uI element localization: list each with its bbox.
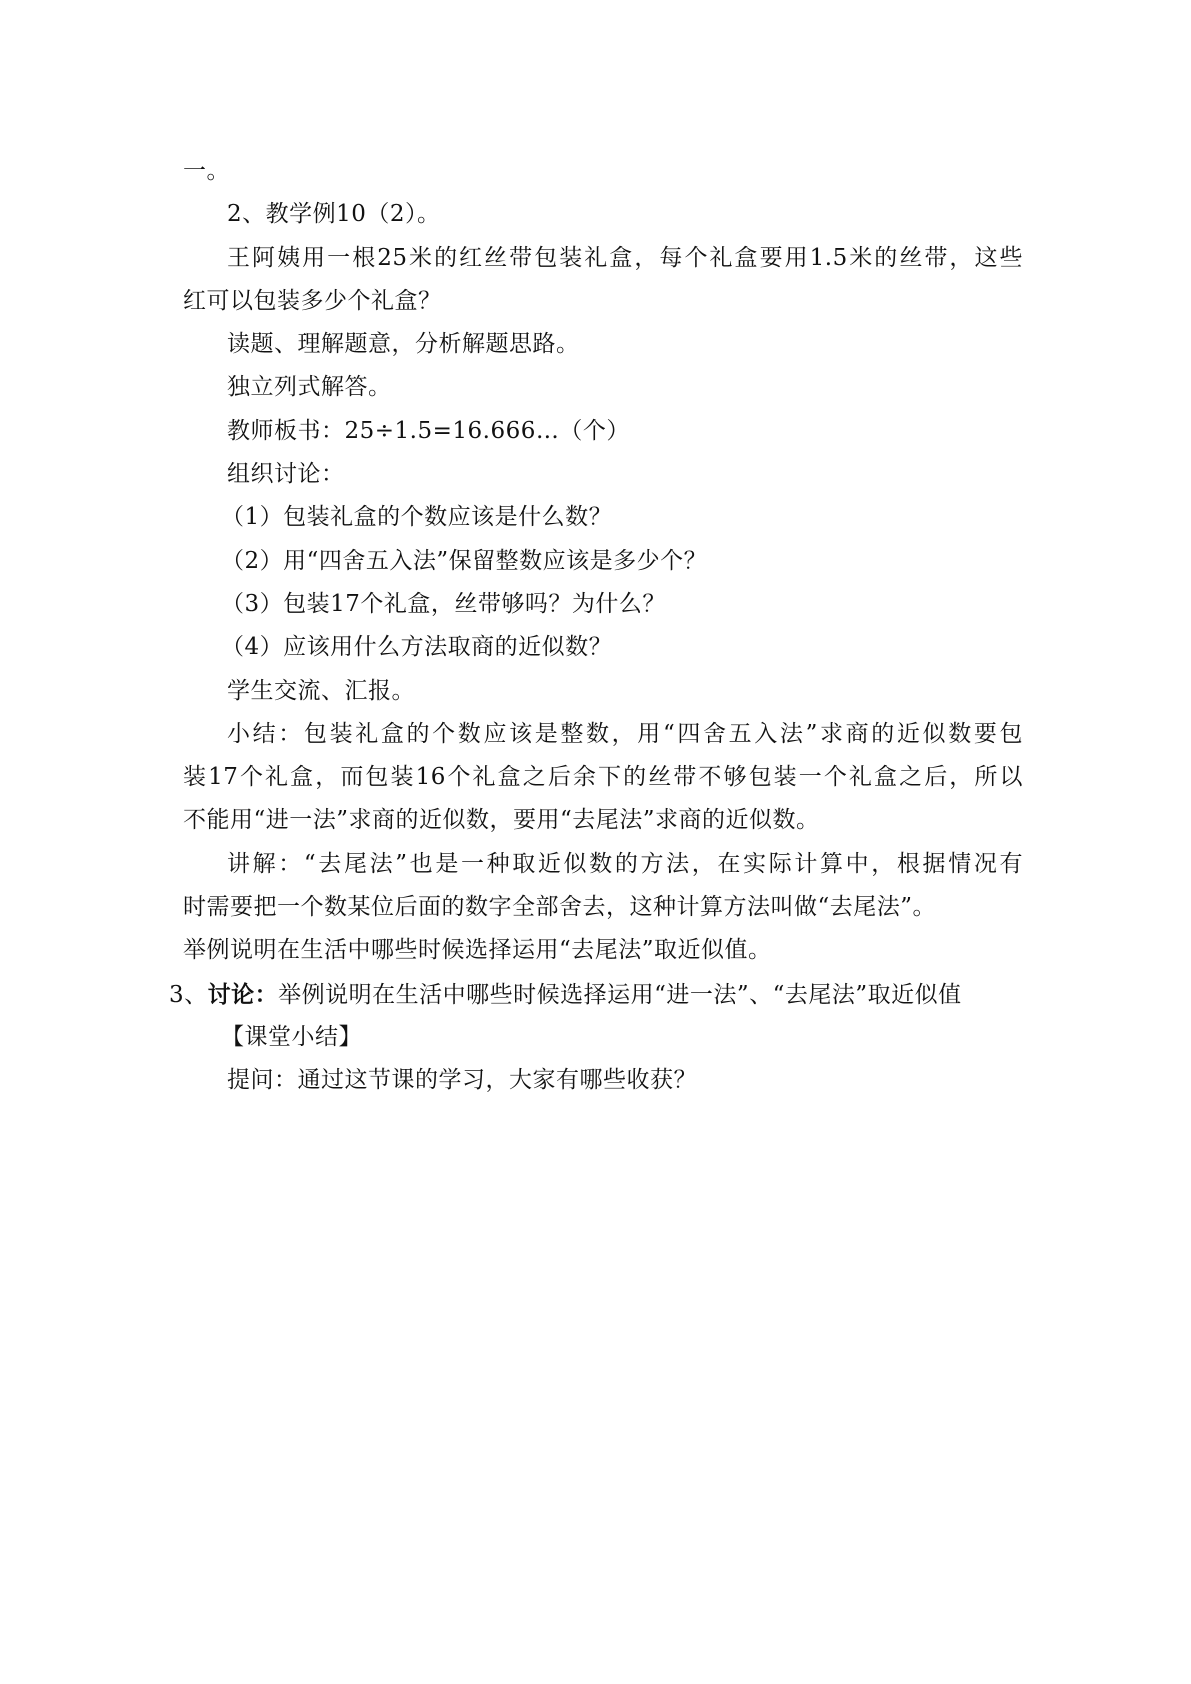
text-line: 学生交流、汇报。 [227,677,415,704]
board-writing-line: 教师板书：25÷1.5=16.666…（个） [227,417,630,444]
text-line: 读题、理解题意，分析解题思路。 [227,331,580,358]
discussion-question: （3）包装17个礼盒，丝带够吗？为什么？ [221,590,666,617]
explanation-line: 讲解：“去尾法”也是一种取近似数的方法，在实际计算中，根据情况有 [227,850,1023,877]
problem-text-line: 王阿姨用一根25米的红丝带包装礼盒，每个礼盒要用1.5米的丝带，这些 [227,244,1023,271]
text-line: 举例说明在生活中哪些时候选择运用“去尾法”取近似值。 [183,937,772,964]
summary-line: 小结：包装礼盒的个数应该是整数，用“四舍五入法”求商的近似数要包 [227,720,1023,747]
discussion-question: （2）用“四舍五入法”保留整数应该是多少个？ [221,547,708,574]
discussion-question: （4）应该用什么方法取商的近似数？ [221,634,613,661]
document-body [169,150,1023,1103]
discussion-number: 3、 [169,981,208,1008]
summary-line: 装17个礼盒，而包装16个礼盒之后余下的丝带不够包装一个礼盒之后，所以 [183,764,1023,791]
text-line: 一。 [183,158,230,184]
problem-text-line: 红可以包装多少个礼盒？ [183,287,442,314]
example-heading: 2、教学例10（2）。 [227,201,441,228]
text-line: 组织讨论： [227,461,345,488]
summary-line: 不能用“进一法”求商的近似数，要用“去尾法”求商的近似数。 [183,807,820,834]
closing-question: 提问：通过这节课的学习，大家有哪些收获？ [227,1067,697,1094]
discussion-line [169,973,1023,1016]
explanation-line: 时需要把一个数某位后面的数字全部舍去，这种计算方法叫做“去尾法”。 [183,894,937,921]
discussion-question: （1）包装礼盒的个数应该是什么数？ [221,504,613,531]
section-heading: 【课堂小结】 [221,1023,362,1050]
discussion-label: 讨论： [207,980,279,1008]
discussion-text: 举例说明在生活中哪些时候选择运用“进一法”、“去尾法”取近似值 [278,981,962,1008]
text-line: 独立列式解答。 [227,374,392,401]
